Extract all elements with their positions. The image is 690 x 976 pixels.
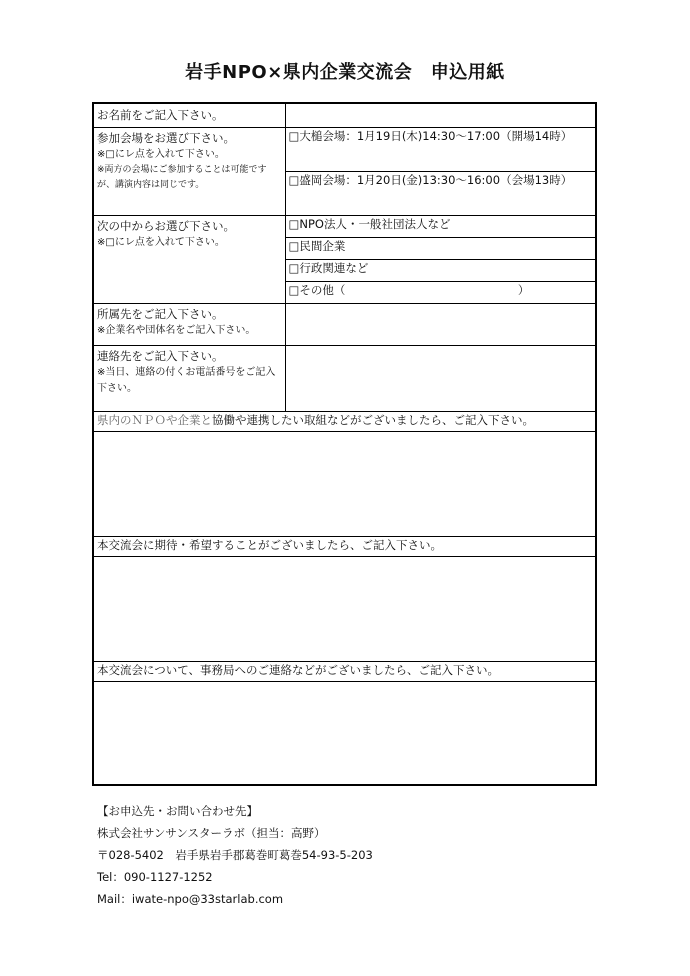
venue-option-morioka[interactable]: □盛岡会場：1月20日(金)13:30～16:00（会場13時） bbox=[285, 171, 596, 215]
office-heading-row bbox=[93, 661, 596, 681]
contact-row bbox=[93, 345, 596, 411]
collab-heading-rest: 協働や連携したい取組などがございましたら、ご記入下さい。 bbox=[212, 412, 534, 427]
category-row-1 bbox=[93, 215, 596, 237]
office-heading: 本交流会について、事務局へのご連絡などがございましたら、ご記入下さい。 bbox=[93, 661, 596, 681]
contact-mail: Mail：iwate-npo@33starlab.com bbox=[97, 892, 284, 906]
category-label-cell bbox=[93, 215, 285, 303]
category-note: ※□にレ点を入れて下さい。 bbox=[97, 236, 225, 248]
affiliation-row bbox=[93, 303, 596, 345]
expectation-input-area[interactable] bbox=[93, 556, 596, 661]
name-row bbox=[93, 103, 596, 127]
name-label: お名前をご記入下さい。 bbox=[97, 107, 224, 122]
affiliation-note: ※企業名や団体名をご記入下さい。 bbox=[97, 324, 256, 336]
category-option-government[interactable]: □行政関連など bbox=[285, 259, 596, 281]
contact-info bbox=[97, 800, 373, 910]
category-option-private[interactable]: □民間企業 bbox=[285, 237, 596, 259]
category-option-npo[interactable]: □NPO法人・一般社団法人など bbox=[285, 215, 596, 237]
venue-label-cell bbox=[93, 127, 285, 215]
contact-heading: 【お申込先・お問い合わせ先】 bbox=[97, 804, 258, 818]
contact-label: 連絡先をご記入下さい。 bbox=[97, 348, 224, 363]
office-input-area[interactable] bbox=[93, 681, 596, 785]
application-form bbox=[92, 102, 597, 786]
name-input-cell[interactable] bbox=[285, 103, 596, 127]
category-label: 次の中からお選び下さい。 bbox=[97, 218, 235, 233]
contact-label-cell bbox=[93, 345, 285, 411]
expectation-heading: 本交流会に期待・希望することがございましたら、ご記入下さい。 bbox=[93, 536, 596, 556]
venue-row-1 bbox=[93, 127, 596, 171]
contact-tel: Tel：090-1127-1252 bbox=[97, 870, 213, 884]
venue-option-otsuchi[interactable]: □大槌会場：1月19日(木)14:30～17:00（開場14時） bbox=[285, 127, 596, 171]
collab-heading-prefix: 県内のＮＰＯや企業と bbox=[97, 412, 212, 427]
office-input-row bbox=[93, 681, 596, 785]
page-title: 岩手NPO×県内企業交流会 申込用紙 bbox=[185, 62, 505, 83]
category-option-other[interactable]: □その他（ ） bbox=[285, 281, 596, 303]
name-label-cell bbox=[93, 103, 285, 127]
contact-company: 株式会社サンサンスターラボ（担当：高野） bbox=[97, 826, 326, 840]
collab-input-row bbox=[93, 431, 596, 536]
affiliation-label-cell bbox=[93, 303, 285, 345]
venue-note-both: ※両方の会場にご参加することは可能ですが、講演内容は同じです。 bbox=[97, 164, 267, 190]
affiliation-input-cell[interactable] bbox=[285, 303, 596, 345]
expectation-heading-row bbox=[93, 536, 596, 556]
contact-address: 〒028-5402 岩手県岩手郡葛巻町葛巻54-93-5-203 bbox=[97, 848, 373, 862]
expectation-input-row bbox=[93, 556, 596, 661]
contact-note: ※当日、連絡の付くお電話番号をご記入下さい。 bbox=[97, 366, 276, 394]
contact-input-cell[interactable] bbox=[285, 345, 596, 411]
collab-heading-row bbox=[93, 411, 596, 431]
collab-input-area[interactable] bbox=[93, 431, 596, 536]
affiliation-label: 所属先をご記入下さい。 bbox=[97, 306, 224, 321]
collab-heading bbox=[93, 411, 596, 431]
venue-note-check: ※□にレ点を入れて下さい。 bbox=[97, 148, 225, 160]
venue-label: 参加会場をお選び下さい。 bbox=[97, 130, 235, 145]
